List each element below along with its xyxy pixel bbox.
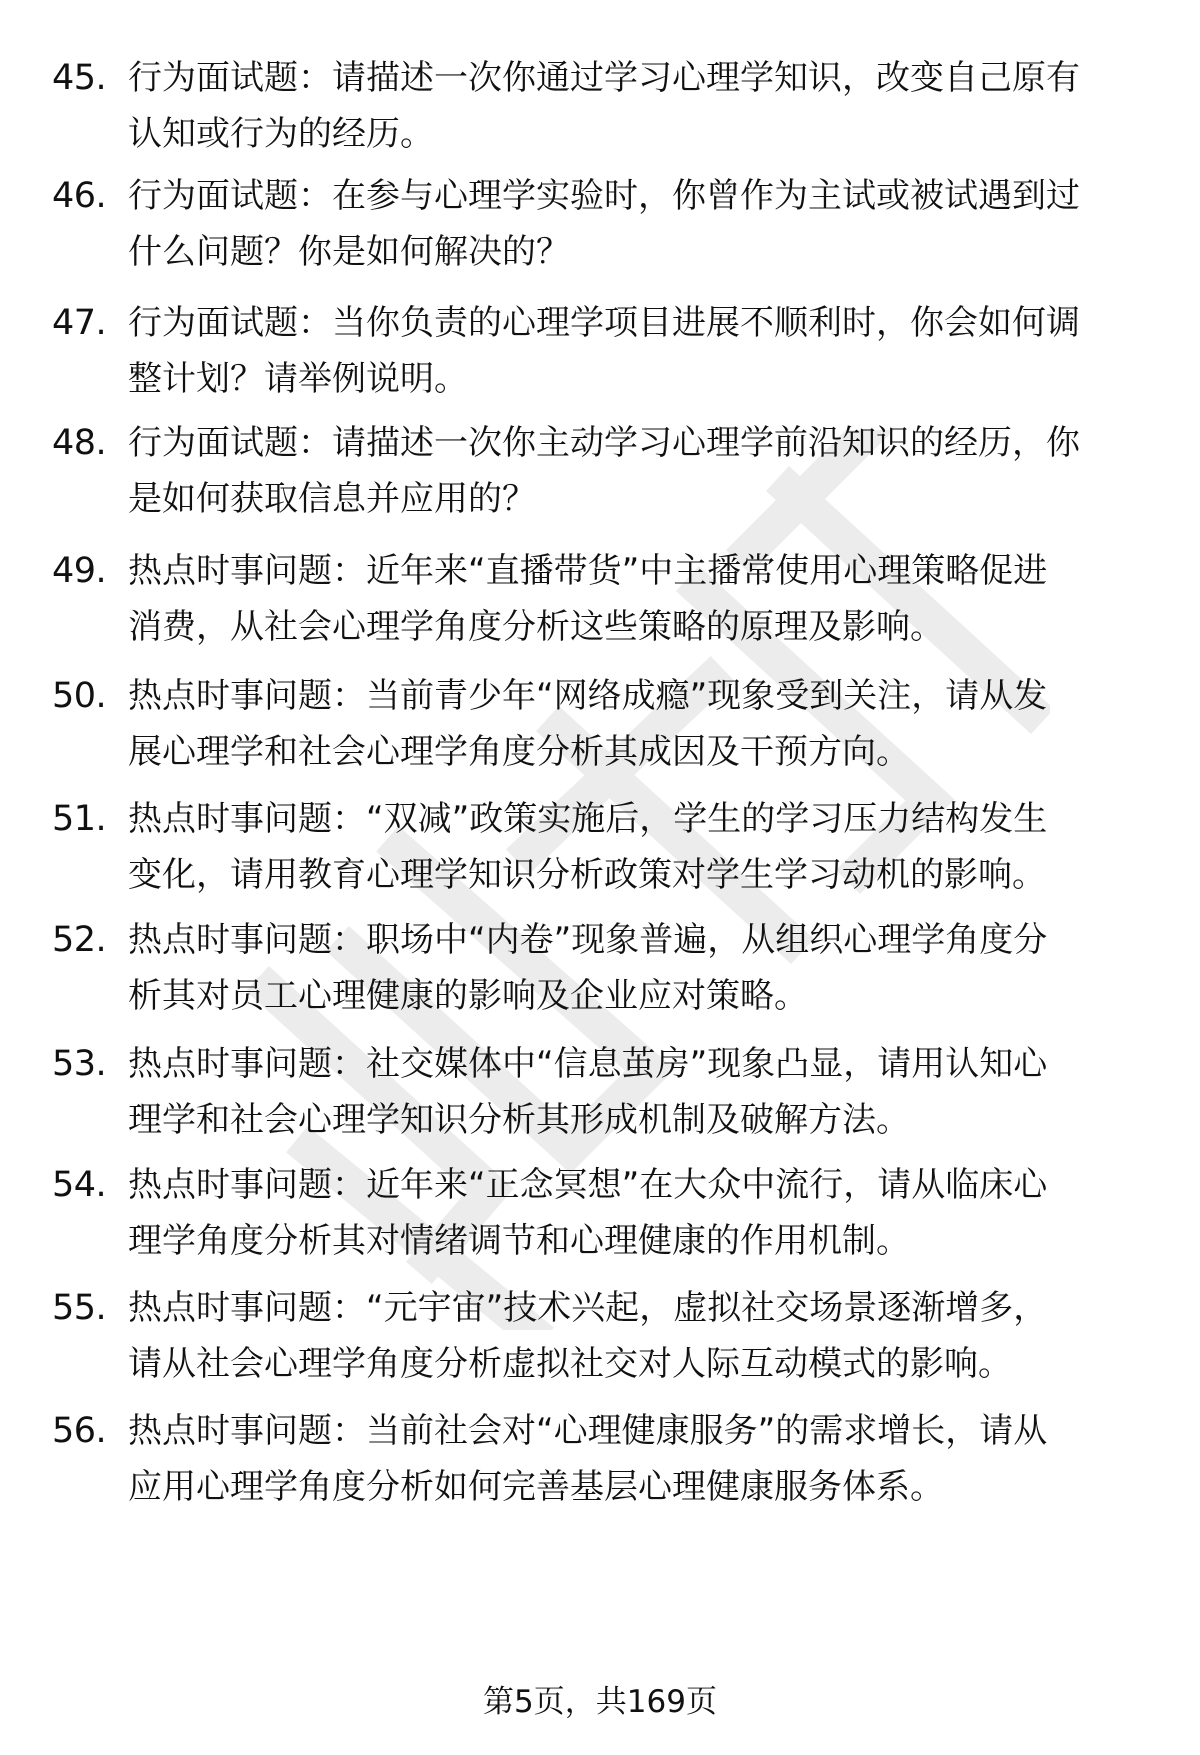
question-text-line: 热点时事问题：“双减”政策实施后，学生的学习压力结构发生 [128,799,1048,839]
page-footer [0,1680,1200,1724]
question-item [0,545,1200,655]
question-text-line: 展心理学和社会心理学角度分析其成因及干预方向。 [128,732,910,772]
question-text-line: 行为面试题：当你负责的心理学项目进展不顺利时，你会如何调 [128,303,1080,343]
question-item [0,297,1200,407]
question-text-line: 析其对员工心理健康的影响及企业应对策略。 [128,976,808,1016]
question-number: 54. [52,1165,107,1205]
question-item [0,417,1200,527]
question-item [0,670,1200,780]
question-text-line: 理学角度分析其对情绪调节和心理健康的作用机制。 [128,1221,910,1261]
question-text-line: 理学和社会心理学知识分析其形成机制及破解方法。 [128,1100,910,1140]
question-item [0,1282,1200,1392]
question-text-line: 热点时事问题：近年来“正念冥想”在大众中流行，请从临床心 [128,1165,1048,1205]
question-number: 46. [52,176,107,216]
question-text-line: 应用心理学角度分析如何完善基层心理健康服务体系。 [128,1467,944,1507]
page-number-label: 第5页，共169页 [483,1684,717,1720]
question-number: 45. [52,58,107,98]
question-number: 47. [52,303,107,343]
question-number: 48. [52,423,107,463]
question-number: 53. [52,1044,107,1084]
question-text-line: 请从社会心理学角度分析虚拟社交对人际互动模式的影响。 [128,1344,1012,1384]
question-text-line: 行为面试题：在参与心理学实验时，你曾作为主试或被试遇到过 [128,176,1080,216]
question-number: 55. [52,1288,107,1328]
question-item [0,52,1200,162]
question-text-line: 行为面试题：请描述一次你主动学习心理学前沿知识的经历，你 [128,423,1080,463]
question-text-line: 整计划？请举例说明。 [128,359,468,399]
question-number: 49. [52,551,107,591]
question-item [0,1159,1200,1269]
question-text-line: 什么问题？你是如何解决的？ [128,232,570,272]
question-text-line: 热点时事问题：职场中“内卷”现象普遍，从组织心理学角度分 [128,920,1048,960]
question-text-line: 热点时事问题：社交媒体中“信息茧房”现象凸显，请用认知心 [128,1044,1048,1084]
question-item [0,170,1200,280]
question-text-line: 热点时事问题：当前社会对“心理健康服务”的需求增长，请从 [128,1411,1048,1451]
question-number: 56. [52,1411,107,1451]
question-text-line: 变化，请用教育心理学知识分析政策对学生学习动机的影响。 [128,855,1046,895]
question-text-line: 是如何获取信息并应用的？ [128,479,536,519]
question-text-line: 热点时事问题：近年来“直播带货”中主播常使用心理策略促进 [128,551,1048,591]
question-item [0,1405,1200,1515]
question-text-line: 消费，从社会心理学角度分析这些策略的原理及影响。 [128,607,944,647]
question-text-line: 热点时事问题：当前青少年“网络成瘾”现象受到关注，请从发 [128,676,1048,716]
question-item [0,793,1200,903]
question-number: 50. [52,676,107,716]
question-text-line: 行为面试题：请描述一次你通过学习心理学知识，改变自己原有 [128,58,1080,98]
question-text-line: 认知或行为的经历。 [128,114,434,154]
question-number: 52. [52,920,107,960]
question-item [0,1038,1200,1148]
question-number: 51. [52,799,107,839]
question-item [0,914,1200,1024]
question-text-line: 热点时事问题：“元宇宙”技术兴起，虚拟社交场景逐渐增多， [128,1288,1048,1328]
